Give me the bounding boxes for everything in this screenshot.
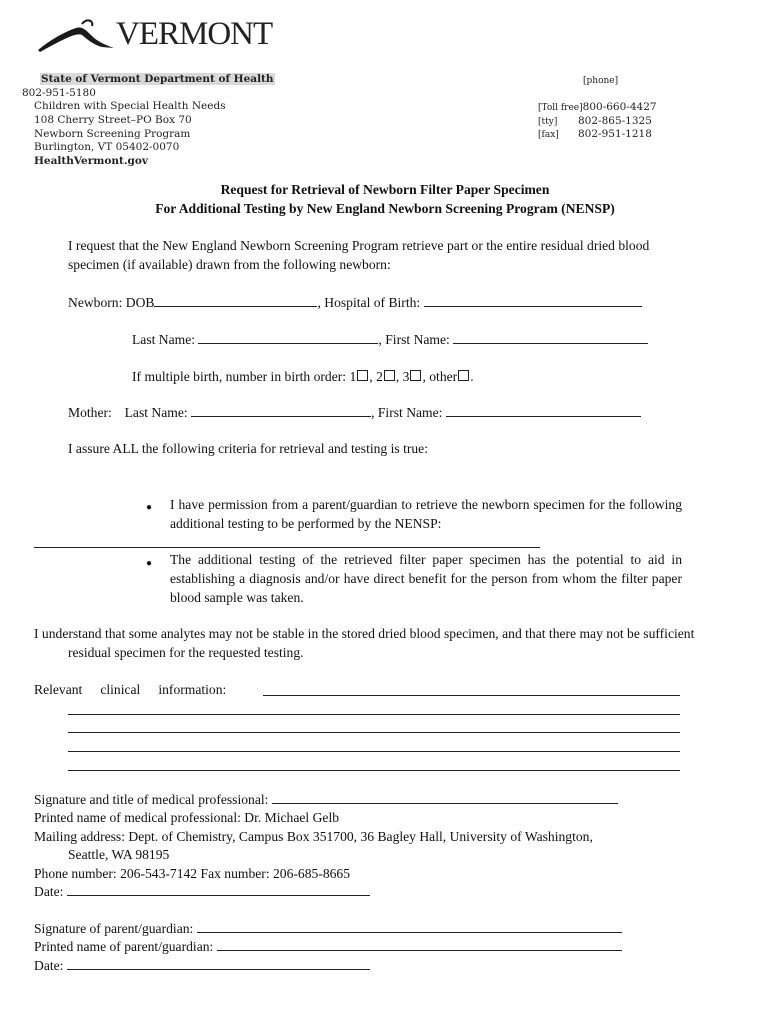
- parent-printed-name-field[interactable]: [217, 938, 622, 951]
- newborn-last-name-field[interactable]: [198, 331, 378, 344]
- professional-signature-row: Signature and title of medical professional:: [34, 790, 618, 809]
- parent-signature-field[interactable]: [197, 920, 622, 933]
- intro-paragraph: I request that the New England Newborn Screening Program retrieve part or the entire residual dried blood specimen (if available) drawn from the following newborn:: [68, 238, 650, 272]
- address-line: Children with Special Health Needs: [34, 100, 226, 112]
- contact-tollfree: [Toll free]800-660-4427: [538, 101, 657, 113]
- form-title: Request for Retrieval of Newborn Filter Paper Specimen: [220, 182, 550, 197]
- hospital-of-birth-field[interactable]: [424, 294, 642, 307]
- main-phone: 802-951-5180: [22, 87, 96, 99]
- mother-row: Mother: Last Name: , First Name:: [68, 403, 641, 422]
- mother-last-name-field[interactable]: [191, 404, 371, 417]
- birth-order-2-checkbox[interactable]: [384, 370, 395, 381]
- birth-order-3-checkbox[interactable]: [410, 370, 421, 381]
- bullet-icon: ●: [146, 558, 153, 569]
- contact-fax: [fax] 802-951-1218: [538, 128, 652, 140]
- logo-wordmark: VERMONT: [116, 16, 273, 52]
- vermont-logo: [36, 16, 276, 60]
- parent-date-row: Date:: [34, 956, 370, 975]
- newborn-dob-row: Newborn: DOB , Hospital of Birth:: [68, 293, 642, 312]
- multiple-birth-row: If multiple birth, number in birth order: 1 , 2 , 3 , other .: [132, 369, 474, 384]
- phone-fax-line: Phone number: 206-543-7142 Fax number: 206-685-8665: [34, 866, 351, 881]
- criteria-bullet-2: The additional testing of the retrieved filter paper specimen has the potential to aid in establishing a diagnosis and/or have direct benefit for the person from whom the filter paper blood sample was taken.: [170, 552, 682, 605]
- dob-field[interactable]: [154, 294, 317, 307]
- newborn-name-row: Last Name: , First Name:: [132, 330, 648, 349]
- contact-tty: [tty] 802-865-1325: [538, 115, 652, 127]
- phone-label: [phone]: [583, 76, 619, 86]
- clinical-info-field[interactable]: [263, 695, 680, 696]
- clinical-info-label: Relevant clinical information:: [34, 682, 227, 697]
- bullet-icon: ●: [146, 502, 153, 513]
- mailing-address-line1: Mailing address: Dept. of Chemistry, Campus Box 351700, 36 Bagley Hall, University of Washington,: [34, 829, 593, 844]
- parent-date-field[interactable]: [67, 957, 370, 970]
- parent-printed-name-row: Printed name of parent/guardian:: [34, 937, 622, 956]
- newborn-first-name-field[interactable]: [453, 331, 648, 344]
- clinical-info-field[interactable]: [68, 732, 680, 733]
- birth-order-1-checkbox[interactable]: [357, 370, 368, 381]
- clinical-info-field[interactable]: [68, 714, 680, 715]
- mountain-logo-icon: [36, 18, 126, 58]
- address-line: Newborn Screening Program: [34, 128, 191, 140]
- form-subtitle: For Additional Testing by New England Newborn Screening Program (NENSP): [155, 201, 615, 216]
- mailing-address-line2: Seattle, WA 98195: [68, 847, 170, 862]
- parent-signature-row: Signature of parent/guardian:: [34, 919, 622, 938]
- additional-testing-field[interactable]: [34, 547, 540, 548]
- assure-statement: I assure ALL the following criteria for retrieval and testing is true:: [68, 441, 428, 456]
- newborn-label: Newborn:: [68, 295, 123, 310]
- address-line: 108 Cherry Street–PO Box 70: [34, 114, 192, 126]
- professional-signature-field[interactable]: [272, 791, 618, 804]
- address-line: Burlington, VT 05402-0070: [34, 141, 180, 153]
- criteria-bullet-1: I have permission from a parent/guardian to retrieve the newborn specimen for the following additional testing to be performed by the NENSP:: [170, 497, 682, 531]
- professional-date-field[interactable]: [67, 883, 370, 896]
- clinical-info-field[interactable]: [68, 770, 680, 771]
- mother-label: Mother:: [68, 405, 112, 420]
- professional-printed-name: Printed name of medical professional: Dr. Michael Gelb: [34, 810, 340, 825]
- clinical-info-field[interactable]: [68, 751, 680, 752]
- mother-first-name-field[interactable]: [446, 404, 641, 417]
- birth-order-other-checkbox[interactable]: [458, 370, 469, 381]
- website-link[interactable]: HealthVermont.gov: [34, 155, 148, 167]
- department-name: State of Vermont Department of Health: [41, 73, 274, 85]
- understand-paragraph: I understand that some analytes may not be stable in the stored dried blood specimen, and that there may not be sufficient residual specimen for the requested testing.: [34, 626, 695, 660]
- professional-date-row: Date:: [34, 882, 370, 901]
